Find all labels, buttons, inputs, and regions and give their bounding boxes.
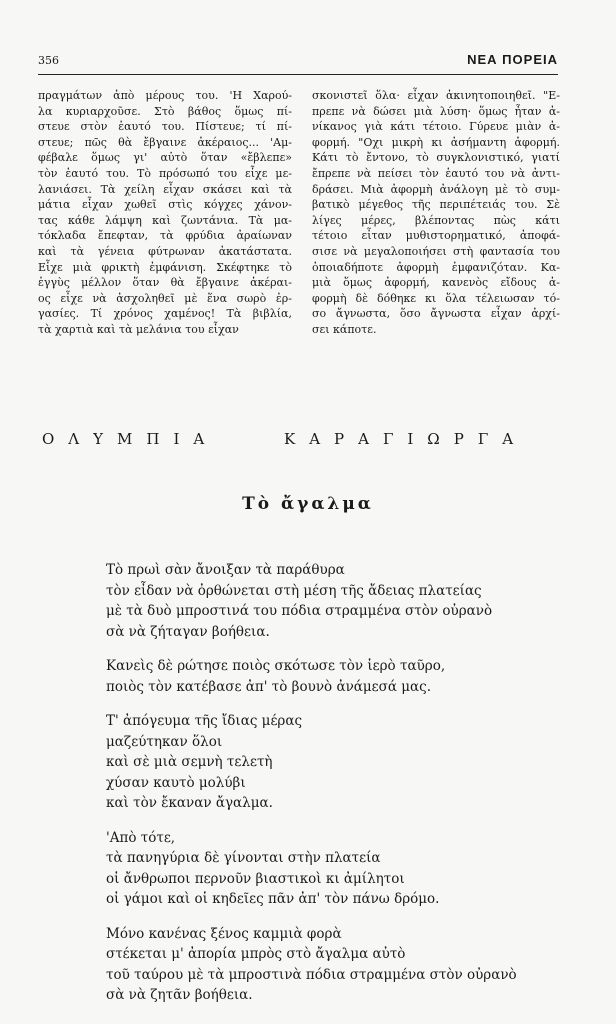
text-line: γασίες. Τί χρόνος χαμένος! Τὰ βιβλία, [38,307,292,321]
poem-line: μὲ τὰ δυὸ μπροστινά του πόδια στραμμένα στὸν οὐρανὸ [106,603,493,619]
author-last-name: ΚΑΡΑΓΙΩΡΓΑ [284,430,528,448]
text-line: ὁποιαδήποτε ἀφορμὴ ἐμφανιζόταν. Κα- [312,260,560,274]
poem-line: Τὸ πρωὶ σὰν ἄνοιξαν τὰ παράθυρα [106,562,345,578]
poem-body [106,560,517,1020]
poem-line: καὶ σὲ μιὰ σεμνὴ τελετὴ [106,754,273,770]
poem-line: Τ' ἀπόγευμα τῆς ἴδιας μέρας [106,713,303,729]
text-line: ἔπρεπε νὰ πείσει τὸν ἑαυτό του νὰ ἀντι- [312,166,560,180]
text-line: πρεπε νὰ δώσει μιὰ λύση· ὅμως ἦταν ἀ- [312,104,560,118]
poem-line: σὰ νὰ ζητᾶν βοήθεια. [106,987,253,1003]
poem-stanza [106,560,517,642]
author-first-name: ΟΛΥΜΠΙΑ [42,430,219,448]
text-line: ος εἶχε νὰ ἀσχοληθεῖ μὲ ἕνα σωρὸ ἐρ- [38,291,292,305]
text-line: νίκανος γιὰ κάτι τέτοιο. Γύρευε μιὰν ἀ- [312,120,560,134]
poem-stanza [106,656,517,697]
poem-line: τὸν εἶδαν νὰ ὀρθώνεται στὴ μέση τῆς ἄδειας πλατείας [106,582,482,599]
text-line: λανιάσει. Τὰ χείλη εἶχαν σκάσει καὶ τὰ [38,182,292,196]
text-line: βατικὸ μέγεθος τῆς περιπέτειάς του. Σὲ [312,198,560,212]
poem-line: καὶ τὸν ἔκαναν ἄγαλμα. [106,795,273,811]
text-line: καὶ τὰ γένεια φύτρωναν ἀκατάστατα. [38,244,292,258]
text-line: σει κάποτε. [312,322,377,336]
text-line: τόκλαδα ἔπεφταν, τὰ φρύδια ἀραίωναν [38,229,292,243]
prose-column-right [312,88,560,338]
text-line: φέβαλε ὅμως γι' αὐτὸ ὅταν «ἔβλεπε» [38,151,292,165]
journal-title: ΝΕΑ ΠΟΡΕΙΑ [467,52,558,67]
text-line: Εἶχε μιὰ φρικτὴ ἐμφάνιση. Σκέφτηκε τὸ [38,260,292,274]
text-line: στευε; πῶς θὰ ἔβγαινε ἀκέραιος... 'Αμ- [38,135,292,149]
poem-stanza [106,711,517,814]
poem-title: Τὸ ἄγαλμα [242,494,374,514]
page-header [38,54,558,72]
poem-line: χύσαν καυτὸ μολύβι [106,774,246,791]
poem-line: οἱ γάμοι καὶ οἱ κηδεῖες πᾶν ἀπ' τὸν πάνω δρόμο. [106,891,440,907]
poem-line: οἱ ἄνθρωποι περνοῦν βιαστικοὶ κι ἀμίλητοι [106,870,405,887]
text-line: ἐγγὺς μέλλον ὅταν θὰ ἔβγαινε ἀκέραι- [38,276,292,290]
text-line: σο ἄγνωστα, ὅσο ἄγνωστα εἶχαν ἀρχί- [312,307,560,321]
poem-line: 'Απὸ τότε, [106,829,176,846]
text-line: σισε νὰ μεγαλοποιήσει στὴ φαντασία του [312,244,560,258]
author-name [42,430,566,452]
poem-stanza [106,828,517,910]
text-line: φορμὴ δὲ δόθηκε κι ὅλα τέλειωσαν τό- [312,291,560,305]
text-line: τὰ χαρτιὰ καὶ τὰ μελάνια του εἶχαν [38,322,239,336]
text-line: τὸν ἑαυτό του. Τὸ πρόσωπό του εἶχε με- [38,166,292,180]
text-line: λίγες μέρες, βλέποντας πὼς κάτι [312,213,560,227]
poem-line: ποιὸς τὸν κατέβασε ἀπ' τὸ βουνὸ ἀνάμεσά μας. [106,678,432,695]
poem-line: στέκεται μ' ἀπορία μπρὸς στὸ ἄγαλμα αὐτὸ [106,946,406,962]
text-line: στευε στὸν ἑαυτό του. Πίστευε; τί πί- [38,120,292,134]
text-line: μάτια εἶχαν χωθεῖ στὶς κόγχες χάνον- [38,198,292,212]
prose-column-left [38,88,292,338]
header-rule [38,74,558,75]
poem-line: τοῦ ταύρου μὲ τὰ μπροστινὰ πόδια στραμμένα στὸν οὐρανὸ [106,966,517,983]
text-line: σκονιστεῖ ὅλα· εἶχαν ἀκινητοποιηθεῖ. "Ε- [312,89,560,102]
text-line: λα κυριαρχοῦσε. Στὸ βάθος ὅμως πί- [38,104,292,118]
poem-line: Κανεὶς δὲ ρώτησε ποιὸς σκότωσε τὸν ἱερὸ ταῦρο, [106,658,446,674]
text-line: μιὰ ὅμως ἀφορμή, κανενὸς εἴδους ἀ- [312,276,560,290]
text-line: τέτοιο εἶταν μυθιστορηματικό, ἀποφά- [312,229,560,243]
poem-line: τὰ πανηγύρια δὲ γίνονται στὴν πλατεία [106,850,381,866]
text-line: τας κάθε λάμψη καὶ ζωντάνια. Τὰ μα- [38,213,292,227]
text-line: Κάτι τὸ ἔντονο, τὸ συγκλονιστικό, γιατί [312,151,560,165]
text-line: δράσει. Μιὰ ἀφορμὴ ἀνάλογη μὲ τὸ συμ- [312,182,560,196]
text-line: φορμή. "Οχι μικρὴ κι ἀσήμαντη ἀφορμή. [312,135,560,149]
text-line: πραγμάτων ἀπὸ μέρους του. 'Η Χαρού- [38,89,292,102]
poem-line: Μόνο κανένας ξένος καμμιὰ φορὰ [106,925,342,942]
poem-line: σὰ νὰ ζήταγαν βοήθεια. [106,623,270,640]
page-number: 356 [38,54,59,67]
poem-stanza [106,924,517,1006]
poem-line: μαζεύτηκαν ὅλοι [106,733,223,750]
